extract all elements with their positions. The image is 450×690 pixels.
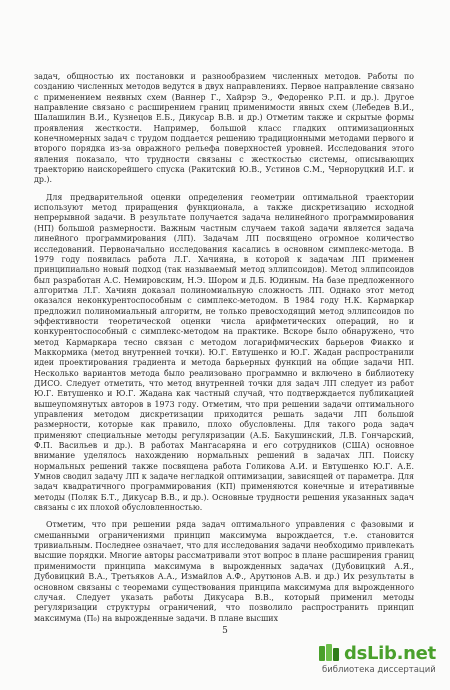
page-number: 5 xyxy=(222,626,228,636)
page-content xyxy=(34,72,414,624)
watermark-brand: dsLib.net xyxy=(344,642,436,664)
paragraph-2: Для предварительной оценки определения геометрии оптимальной траектории используют метод приращения функционала, а также дискретизацию исходной непрерывной задачи. В результате получается задача нелинейного программирования (НП) большой размерности. Важным частным случаем такой задачи является задача линейного программирования (ЛП). Задачам ЛП посвящено огромное количество исследований. Первоначально исследования касались в основном симплекс-метода. В 1979 году появилась работа Л.Г. Хачияна, в которой к задачам ЛП применен принципиально новый подход (так называемый метод эллипсоидов). Метод эллипсоидов был разработан А.С. Немировским, Н.Э. Шором и Д.Б. Юдиным. На базе предложенного алгоритма Л.Г. Хачиян доказал полиномиальную сложность ЛП. Однако этот метод оказался неконкурентоспособным с симплекс-методом. В 1984 году Н.К. Кармаркар предложил полиномиальный алгоритм, не только превосходящий метод эллипсоидов по эффективности теоретической оценки числа арифметических операций, но и конкурентоспособный с симплекс-методом на практике. Вскоре было обнаружено, что метод Кармаркара тесно связан с методом логарифмических барьеров Фиакко и Маккормика (метод внутренней точки). Ю.Г. Евтушенко и Ю.Г. Жадан распространили идеи проектирования градиента и метода барьерных функций на общие задачи НП. Несколько вариантов метода было реализовано программно и включено в библиотеку ДИСО. Следует отметить, что метод внутренней точки для задач ЛП следует из работ Ю.Г. Евтушенко и Ю.Г. Жадана как частный случай, что подтверждается публикацией вышеупомянутых авторов в 1973 году. Отметим, что при решении задачи оптимального управления методом дискретизации приходится решать задачи ЛП большой размерности, которые как правило, плохо обусловлены. Для такого рода задач применяют специальные методы регуляризации (А.Б. Бакушинский, Л.В. Гончарский, Ф.П. Васильев и др.). В работах Мангасаряна и его сотрудников (США) основное внимание уделялось нахождению нормальных решений в задачах ЛП. Поиску нормальных решений также посвящена работа Голикова А.И. и Евтушенко Ю.Г. А.Е. Умнов сводил задачу ЛП к задаче негладкой оптимизации, зависящей от параметра. Для задач квадратичного программирования (КП) применяются конечные и итеративные методы (Поляк Б.Т., Дикусар В.В., и др.). Основные трудности решения указанных задач связаны с их плохой обусловленностью. xyxy=(34,192,414,513)
paragraph-1: задач, общностью их постановки и разнообразием численных методов. Работы по созданию численных методов ведутся в двух направлениях. Первое направление связано с применением неявных схем (Ваннер Г., Хайрэр Э., Федоренко Р.П. и др.). Другое направление связано с расширением границ применимости явных схем (Лебедев В.И., Шалашилин В.И., Кузнецов Е.Б., Дикусар В.В. и др.) Отметим также и скрытые формы проявления жесткости. Например, большой класс гладких оптимизационных конечномерных задач с трудом поддается решению традиционными методами первого и второго порядка из-за овражного рельефа поверхностей уровней. Исследования этого явления показало, что трудности связаны с жесткостью системы, описывающих траекторию наискорейшего спуска (Ракитский Ю.В., Устинов С.М., Черноруцкий И.Г. и др.). xyxy=(34,72,414,185)
dslib-logo-icon xyxy=(318,642,340,664)
watermark-tagline: библиотека диссертаций xyxy=(322,665,436,675)
watermark xyxy=(318,642,438,682)
watermark-brand-row xyxy=(318,642,438,664)
paragraph-3: Отметим, что при решении ряда задач оптимального управления с фазовыми и смешанными ограничениями принцип максимума вырождается, т.е. становится тривиальным. Последнее означает, что для исследования задачи необходимо привлекать высшие порядки. Многие авторы рассматривали этот вопрос в плане расширения границ применимости принципа максимума в вырожденных задачах (Дубовицкий А.Я., Дубовицкий В.А., Третьяков А.А., Измайлов А.Ф., Арутюнов А.В. и др.) Их результаты в основном связаны с теоремами существования принципа максимума для вырожденного случая. Следует указать работы Дикусара В.В., который применил методы регуляризации структуры ограничений, что позволило распространить принцип максимума (Π₀) на вырожденные задачи. В плане высших xyxy=(34,520,414,623)
